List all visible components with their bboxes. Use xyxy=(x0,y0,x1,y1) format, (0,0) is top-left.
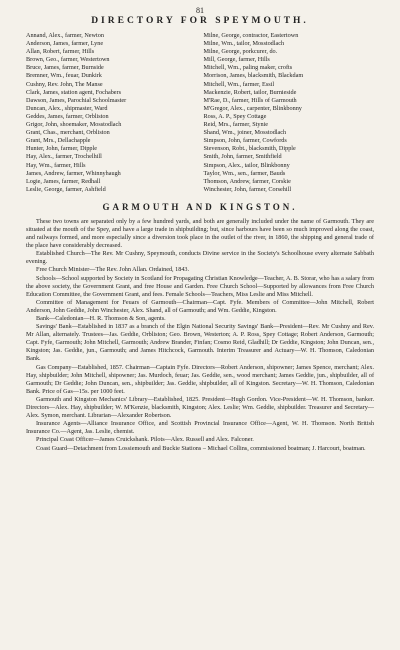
directory-entry: Mitchell, Wm., paling maker, crofts xyxy=(203,64,293,72)
paragraph: Bank—Caledonian—H. R. Thomson & Son, agents. xyxy=(36,315,166,322)
paragraph: Garmouth and Kingston Mechanics' Library—Established, 1825. President—Hugh Gordon. Vice-President—W. H. Thomson, banker. Directors—Alex. Hay, shipbuilder; W. M'Kenzie, blacksmith, Kingston; Alex. Leslie; Wm. Geddie, shipbuilder. Treasurer and Secretary—Alex. Symon, merchant. Librarian—Alexander Robertson. xyxy=(26,395,374,420)
directory-entry: Mill, George, farmer, Hills xyxy=(203,56,270,64)
directory-entry: Taylor, Wm., sen., farmer, Bauds xyxy=(203,169,286,177)
directory-entry: Morrison, James, blacksmith, Blackdam xyxy=(203,72,304,80)
directory-entry: Hunter, John, farmer, Dipple xyxy=(26,145,97,153)
paragraph: Committee of Management for Feuars of Garmouth—Chairman—Capt. Fyfe. Members of Committee—John Mitchell, Robert Anderson, John Geddie, John Winchester, Alex. Shand, all of Garmouth; and Wm. Geddie, Kingston. xyxy=(26,298,374,314)
directory-entry: Simpson, John, farmer, Cowfords xyxy=(203,137,287,145)
page-number: 81 xyxy=(196,6,204,15)
directory-entry: Hay, Alex., farmer, Trochelhill xyxy=(26,153,102,161)
directory-entry: Geddes, James, farmer, Orbliston xyxy=(26,112,109,120)
directory-entry: Anderson, James, farmer, Lyne xyxy=(26,40,104,48)
directory-entry: Clark, James, station agent, Fochabers xyxy=(26,88,122,96)
directory-entry: Milne, Wm., tailor, Mosstodlach xyxy=(203,40,285,48)
directory-entry: Grigor, John, shoemaker, Mosstodlach xyxy=(26,121,122,129)
page-header: DIRECTORY FOR SPEYMOUTH. xyxy=(91,16,309,26)
directory-entry: Allan, Robert, farmer, Hills xyxy=(26,48,95,56)
section-title: GARMOUTH AND KINGSTON. xyxy=(102,201,298,212)
directory-entry: Grant, Mrs., Dellachapple xyxy=(26,137,91,145)
directory-entry: Stevenson, Robt., blacksmith, Dipple xyxy=(203,145,296,153)
directory-entry: Logie, James, farmer, Redhall xyxy=(26,177,101,185)
directory-right-column xyxy=(203,32,374,194)
directory-entry: Mackenzie, Robert, tailor, Burnieside xyxy=(203,88,297,96)
directory-entry: Simpson, Alex., tailor, Blinkbonny xyxy=(203,161,290,169)
paragraph: Schools—School supported by Society in Scotland for Propagating Christian Knowledge—Teacher, A. B. Storar, who has a salary from the above society, the Government Grant, and free House and Garden. Free Church School—Supported by allowances from Free Church Education Committee, the Government Grant, and fees. Female Schools—Teachers, Miss Leslie and Miss Mitchell. xyxy=(26,274,374,298)
directory-entry: M'Rae, D., farmer, Hills of Garmouth xyxy=(203,96,297,104)
directory-entry: Duncan, Alex., shipmaster, Ward xyxy=(26,104,108,112)
paragraph: These two towns are separated only by a few hundred yards, and both are generally included under the name of Garmouth. They are situated at the mouth of the Spey, and have a large trade in shipbuilding; but, since harbours have been so much improved along the coast, and railways formed, and more especially since a diversion took place in the outlet of the river, in 1860, the shipping and general trade of the place have considerably decreased. xyxy=(26,217,374,250)
paragraph: Coast Guard—Detachment from Lossiemouth and Buckie Stations – Michael Collins, commissioned boatman; J. Harcourt, boatman. xyxy=(36,444,366,452)
directory-entry: Grant, Chas., merchant, Orbliston xyxy=(26,129,110,137)
directory-entry: Annand, Alex., farmer, Newton xyxy=(26,32,104,39)
directory-entry: M'Gregor, Alex., carpenter, Blinkbonny xyxy=(203,104,302,112)
paragraph: Insurance Agents—Alliance Insurance Office, and Scottish Provincial Insurance Office—Agent, W. H. Thomson. North British Insurance Co.—Agent, Jas. Leslie, chemist. xyxy=(26,420,374,436)
directory-entry: Reid, Mrs., farmer, Stynie xyxy=(203,121,269,129)
directory-entry: Bruce, James, farmer, Burnside xyxy=(26,64,104,72)
directory-entry: Leslie, George, farmer, Ashfield xyxy=(26,185,106,193)
paragraph: Established Church—The Rev. Mr Cushny, Speymouth, conducts Divine service in the Society's Schoolhouse every alternate Sabbath evening. xyxy=(26,250,374,266)
directory-entry: Winchester, John, farmer, Corsehill xyxy=(203,185,292,193)
directory-entry: Mitchell, Wm., farmer, Essil xyxy=(203,80,275,88)
directory-left-column xyxy=(26,32,197,194)
directory-entry: Milne, George, contractor, Eastertown xyxy=(203,32,299,39)
paragraph: Gas Company—Established, 1857. Chairman—Captain Fyfe. Directors—Robert Anderson, shipowner; James Spence, merchant; Alex. Hay, shipbuilder; John Mitchell, shipowner; Jas. Murdoch, feuar; Jas. Geddie, sen., wood merchant; James Geddie, jun., shipbuilder, all of Garmouth; Dr Geddie; John Duncan, sen., shipbuilder; Jas. Geddie, shipbuilder, all of Kingston. Secretary—W. H. Thomson, Caledonian Bank. Price of Gas—15s. per 1000 feet. xyxy=(26,363,374,395)
directory-entry: Shand, Wm., joiner, Mosstodlach xyxy=(203,129,287,137)
directory-entry: Dawson, James, Parochial Schoolmaster xyxy=(26,96,127,104)
directory-entry: James, Andrew, farmer, Whinnyhaugh xyxy=(26,169,121,177)
directory-entry: Ross, A. P., Spey Cottage xyxy=(203,112,267,120)
paragraph: Savings' Bank—Established in 1837 as a branch of the Elgin National Security Savings' Bank—President—Rev. Mr Cushny and Rev. Mr Allan, alternately. Trustees—Jas. Geddie, Orbliston; Geo. Brown, Westerton; A. P. Ross, Spey Cottage; Robert Anderson, Garmouth; Capt. Fyfe, Garmouth; John Mitchell, Garmouth; Andrew Brander, Finfan; Cosmo Reid, Gladhill; Dr Geddie, Kingston; John Duncan, sen., Kingston; Jas. Geddie, jun., Garmouth; and James Hitchcock, Garmouth. Interim Treasurer and Actuary—W. H. Thomson, Caledonian Bank. xyxy=(26,323,374,363)
directory-entry: Smith, John, farmer, Smithfield xyxy=(203,153,282,161)
directory-columns xyxy=(26,32,374,194)
paragraph: Free Church Minister—The Rev. John Allan. Ordained, 1843. xyxy=(36,266,190,274)
directory-entry: Bremner, Wm., feuar, Dunkirk xyxy=(26,72,102,80)
directory-entry: Hay, Wm., farmer, Hills xyxy=(26,161,86,169)
section-body xyxy=(26,218,374,453)
directory-entry: Brown, Geo., farmer, Westertown xyxy=(26,56,110,64)
directory-entry: Cushny, Rev. John, The Manse xyxy=(26,80,103,88)
directory-entry: Thomson, Andrew, farmer, Corskie xyxy=(203,177,291,185)
paragraph: Principal Coast Officer—James Cruickshank. Pilots—Alex. Russell and Alex. Falconer. xyxy=(36,436,254,444)
directory-entry: Milne, George, porkcurer, do. xyxy=(203,48,278,56)
